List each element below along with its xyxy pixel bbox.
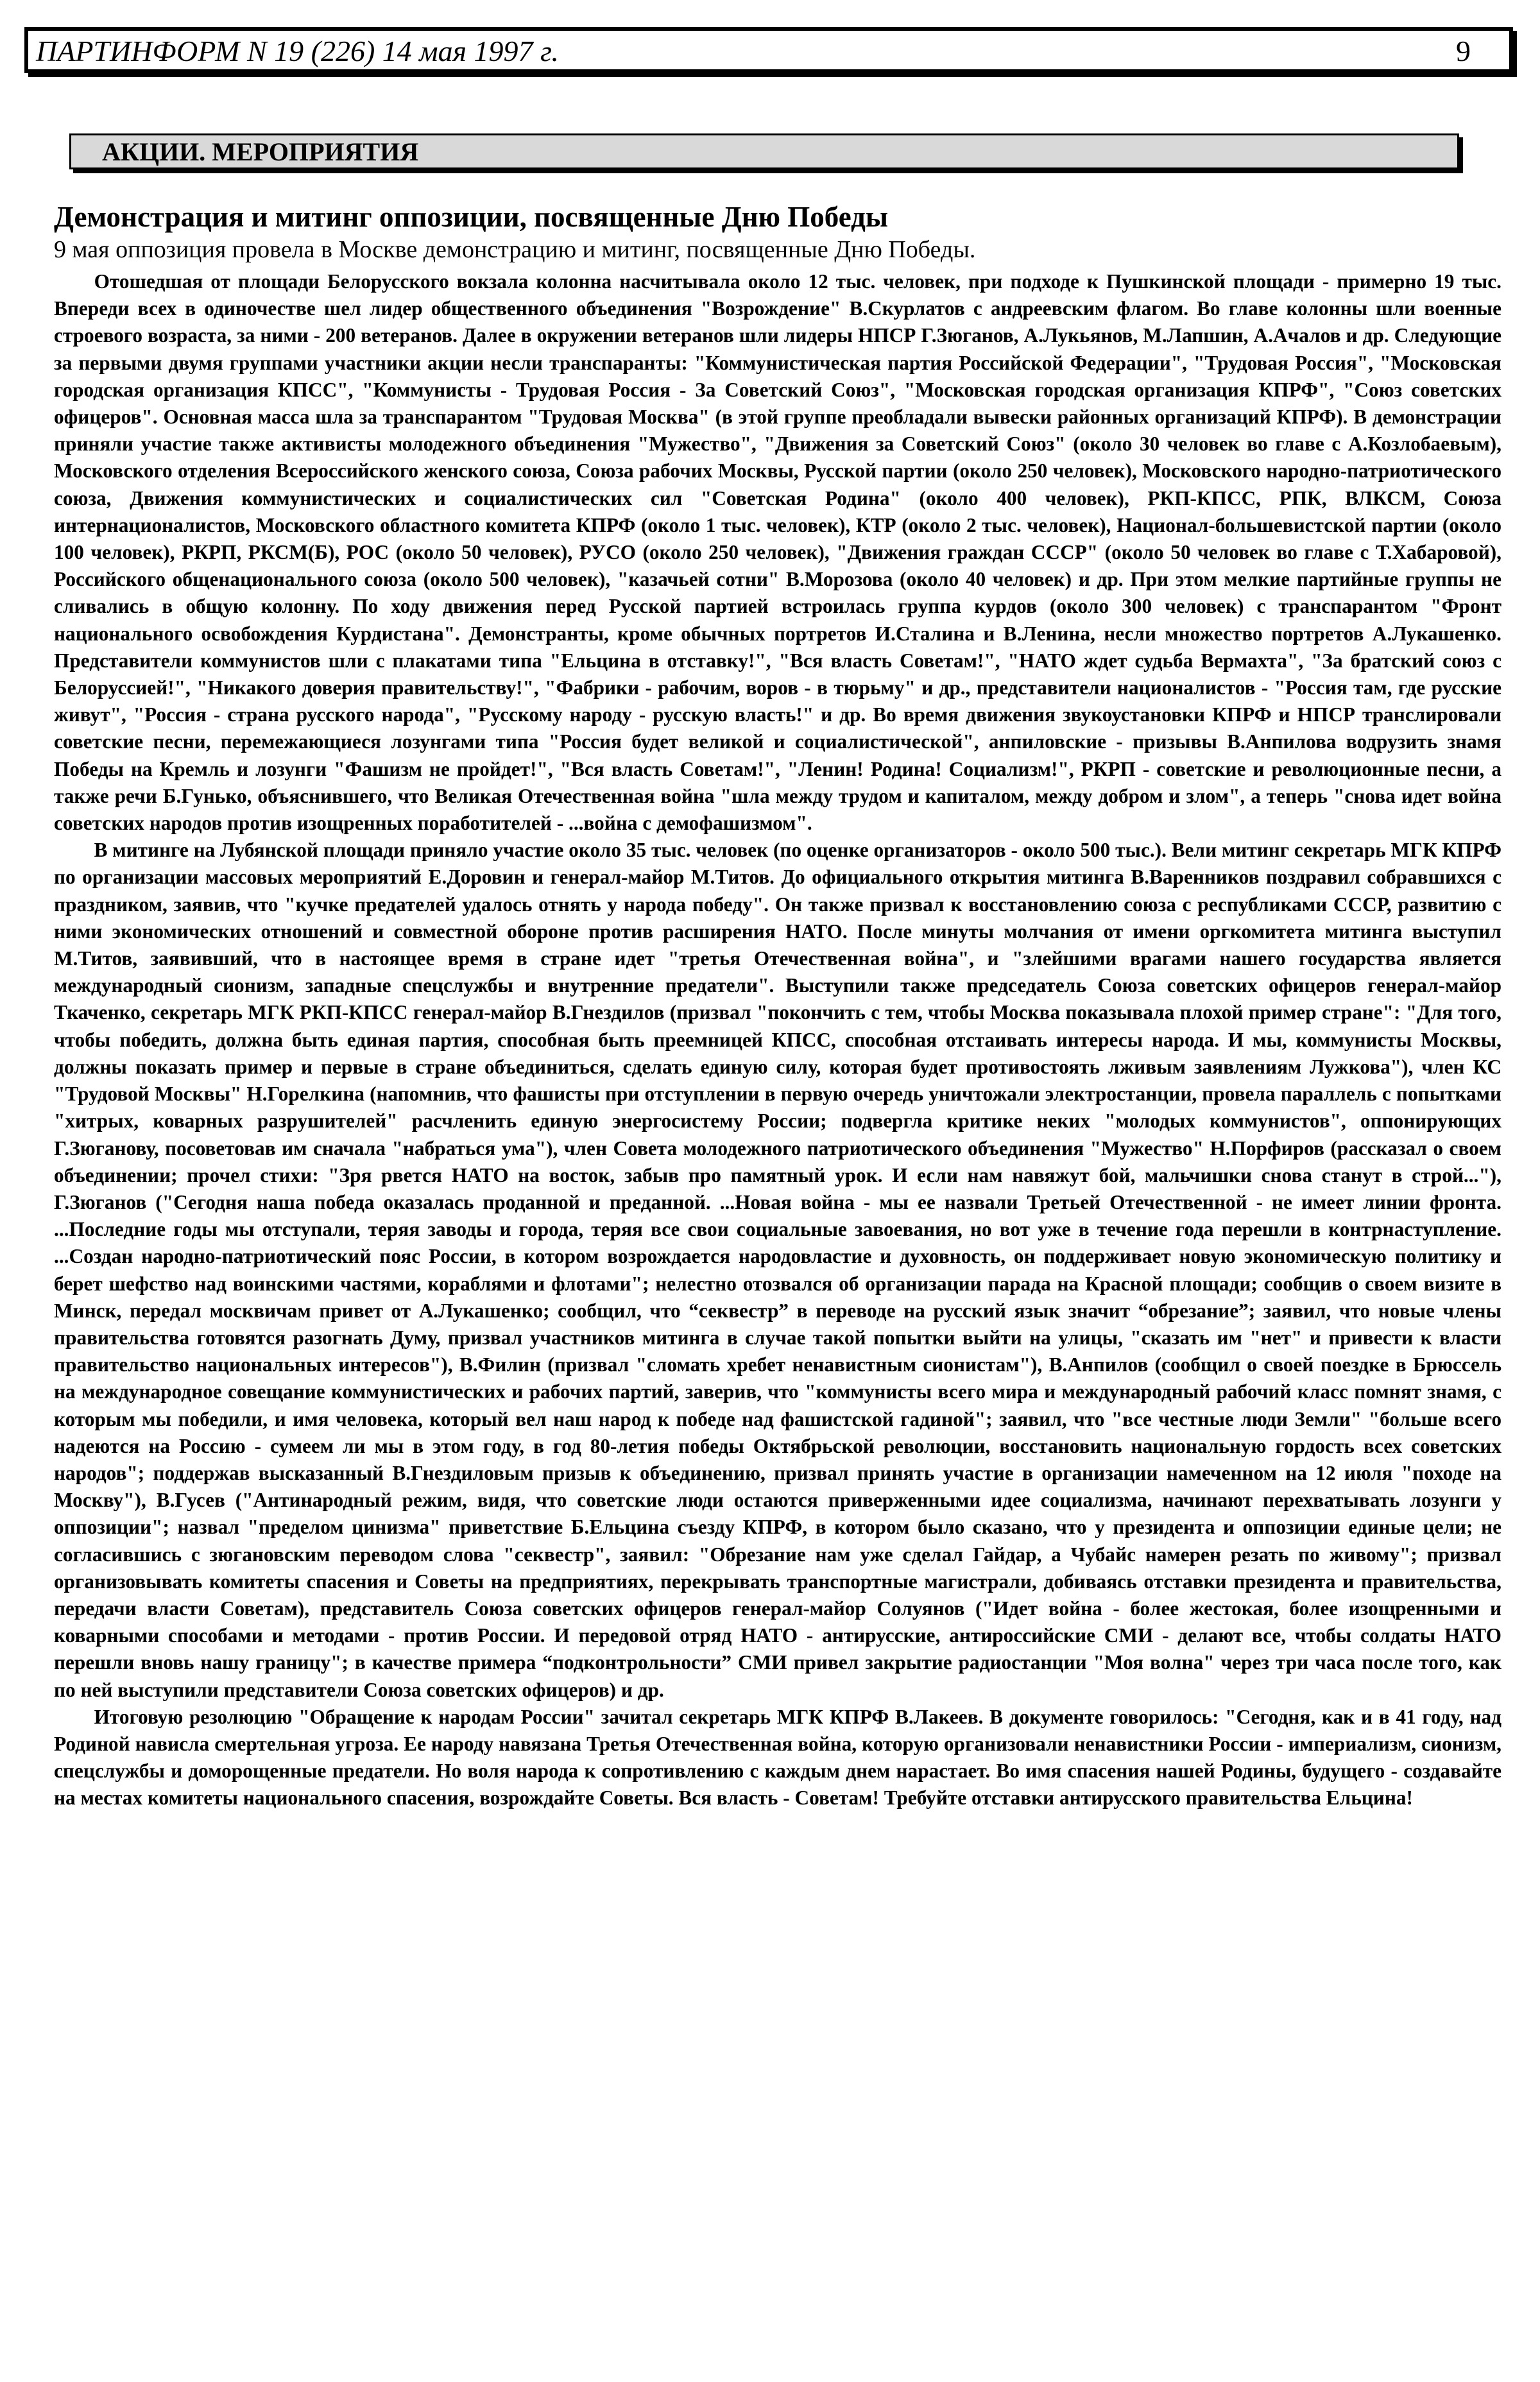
paragraph-demonstration: Отошедшая от площади Белорусского вокзала колонна насчитывала около 12 тыс. человек, при подходе к Пушкинской площади - примерно 19 тыс. Впереди всех в одиночестве шел лидер общественного объединения "Возрождение" В.Скурлатов с андреевским флагом. Во главе колонны шли военные строевого возраста, за ними - 200 ветеранов. Далее в окружении ветеранов шли лидеры НПСР Г.Зюганов, А.Лукьянов, М.Лапшин, А.Ачалов и др. Следующие за первыми двумя группами участники акции несли транспаранты: "Коммунистическая партия Российской Федерации", "Трудовая Россия", "Московская городская организация КПСС", "Коммунисты - Трудовая Россия - За Советский Союз", "Московская городская организация КПРФ", "Союз советских офицеров". Основная масса шла за транспарантом "Трудовая Москва" (в этой группе преобладали вывески районных организаций КПРФ). В демонстрации приняли участие также активисты молодежного объединения "Мужество", "Движения за Советский Союз" (около 30 человек во главе с А.Козлобаевым), Московского отделения Всероссийского женского союза, Союза рабочих Москвы, Русской партии (около 250 человек), Московского народно-патриотического союза, Движения коммунистических и социалистических сил "Советская Родина" (около 400 человек), РКП-КПСС, РПК, ВЛКСМ, Союза интернационалистов, Московского областного комитета КПРФ (около 1 тыс. человек), КТР (около 2 тыс. человек), Национал-большевистской партии (около 100 человек), РКРП, РКСМ(Б), РОС (около 50 человек), РУСО (около 250 человек), "Движения граждан СССР" (около 50 человек во главе с Т.Хабаровой), Российского общенационального союза (около 500 человек), "казачьей сотни" В.Морозова (около 40 человек) и др. При этом мелкие партийные группы не сливались в общую колонну. По ходу движения перед Русской партией встроилась группа курдов (около 300 человек) с транспарантом "Фронт национального освобождения Курдистана". Демонстранты, кроме обычных портретов И.Сталина и В.Ленина, несли множество портретов А.Лукашенко. Представители коммунистов шли с плакатами типа "Ельцина в отставку!", "Вся власть Советам!", "НАТО ждет судьба Вермахта", "За братский союз с Белоруссией!", "Никакого доверия правительству!", "Фабрики - рабочим, воров - в тюрьму" и др., представители националистов - "Россия там, где русские живут", "Россия - страна русского народа", "Русскому народу - русскую власть!" и др. Во время движения звукоустановки КПРФ и НПСР транслировали советские песни, перемежающиеся лозунгами типа "Россия будет великой и социалистической", анпиловские - призывы В.Анпилова водрузить знамя Победы на Кремль и лозунги "Фашизм не пройдет!", "Вся власть Советам!", "Ленин! Родина! Социализм!", РКРП - советские и революционные песни, а также речи Б.Гунько, объяснившего, что Великая Отечественная война "шла между трудом и капиталом, между добром и злом", а теперь "снова идет война советских народов против изощренных поработителей - ...война с демофашизмом". [54,270,1502,835]
paragraph-resolution: Итоговую резолюцию "Обращение к народам России" зачитал секретарь МГК КПРФ В.Лакеев. В документе говорилось: "Сегодня, как и в 41 году, над Родиной нависла смертельная угроза. Ее народу навязана Третья Отечественная война, которую организовали ненавистники России - империализм, сионизм, спецслужбы и доморощенные предатели. Но воля народа к сопротивлению с каждым днем нарастает. Во имя спасения нашей Родины, будущего - создавайте на местах комитеты национального спасения, возрождайте Советы. Вся власть - Советам! Требуйте отставки антирусского правительства Ельцина! [54,1705,1502,1810]
page-header [24,27,1513,73]
page-number: 9 [1456,35,1471,67]
article [54,200,1502,1812]
paragraph-rally: В митинге на Лубянской площади приняло участие около 35 тыс. человек (по оценке организаторов - около 500 тыс.). Вели митинг секретарь МГК КПРФ по организации массовых мероприятий Е.Доровин и генерал-майор М.Титов. До официального открытия митинга В.Варенников поздравил собравшихся с праздником, заявив, что "кучке предателей удалось отнять у народа победу". Он также призвал к восстановлению союза с республиками СССР, развитию с ними экономических отношений и совместной обороне против расширения НАТО. После минуты молчания от имени оргкомитета митинга выступил М.Титов, заявивший, что в настоящее время в стране идет "третья Отечественная война", и "злейшими врагами нашего государства является международный сионизм, западные спецслужбы и внутренние предатели". Выступили также председатель Союза советских офицеров генерал-майор Ткаченко, секретарь МГК РКП-КПСС генерал-майор В.Гнездилов (призвал "покончить с тем, чтобы Москва показывала плохой пример стране": "Для того, чтобы победить, должна быть единая партия, способная быть преемницей КПСС, способная отстаивать интересы народа. И мы, коммунисты Москвы, должны показать пример и первые в стране объединиться, сделать единую силу, которая будет противостоять лживым заявлениям Лужкова"), член КС "Трудовой Москвы" Н.Горелкина (напомнив, что фашисты при отступлении в первую очередь уничтожали электростанции, провела параллель с попытками "хитрых, коварных разрушителей" расчленить единую энергосистему России; подвергла критике неких "молодых коммунистов", оппонирующих Г.Зюганову, посоветовав им сначала "набраться ума"), член Совета молодежного патриотического объединения "Мужество" Н.Порфиров (рассказал о своем объединении; прочел стихи: "Зря рвется НАТО на восток, забыв про памятный урок. И если нам навяжут бой, мальчишки снова станут в строй..."), Г.Зюганов ("Сегодня наша победа оказалась проданной и преданной. ...Новая война - мы ее назвали Третьей Отечественной - не имеет линии фронта. ...Последние годы мы отступали, теряя заводы и города, теряя все свои социальные завоевания, но вот уже в течение года перешли в контрнаступление. ...Создан народно-патриотический пояс России, в котором возрождается народовластие и духовность, он поддерживает новую экономическую политику и берет шефство над воинскими частями, кораблями и флотами"; нелестно отозвался об организации парада на Красной площади; сообщив о своем визите в Минск, передал москвичам привет от А.Лукашенко; сообщил, что “секвестр” в переводе на русский язык значит “обрезание”; заявил, что новые члены правительства готовятся разогнать Думу, призвал участников митинга в случае такой попытки выйти на улицы, "сказать им "нет" и привести к власти правительство национальных интересов"), В.Филин (призвал "сломать хребет ненавистным сионистам"), В.Анпилов (сообщил о своей поездке в Брюссель на международное совещание коммунистических и рабочих партий, заверив, что "коммунисты всего мира и международный рабочий класс помнят знамя, с которым мы победили, и имя человека, который вел наш народ к победе над фашистской гадиной"; заявил, что "все честные люди Земли" "больше всего надеются на Россию - сумеем ли мы в этом году, в год 80-летия победы Октябрьской революции, восстановить национальную гордость всех советских народов"; поддержав высказанный В.Гнездиловым призыв к объединению, призвал принять участие в организации намеченном на 12 июля "походе на Москву"), В.Гусев ("Антинародный режим, видя, что советские люди остаются приверженными идее социализма, начинают перехватывать лозунги у оппозиции"; назвал "пределом цинизма" приветствие Б.Ельцина съезду КПРФ, в котором было сказано, что у президента и оппозиции единые цели; не согласившись с зюгановским переводом слова "секвестр", заявил: "Обрезание нам уже сделал Гайдар, а Чубайс намерен резать по живому"; призвал организовывать комитеты спасения и Советы на предприятиях, перекрывать транспортные магистрали, добиваясь отставки президента и правительства, передачи власти Советам), представитель Союза советских офицеров генерал-майор Солуянов ("Идет война - более жестокая, более изощренными и коварными способами и методами - против России. И передовой отряд НАТО - антирусские, антироссийские СМИ - делают все, чтобы солдаты НАТО перешли вновь нашу границу"; в качестве примера “подконтрольности” СМИ привел закрытие радиостанции "Моя волна" через три часа после того, как по ней выступили представители Союза советских офицеров) и др. [54,839,1502,1701]
section-rubric [69,133,1459,169]
publication-title: ПАРТИНФОРМ N 19 (226) 14 мая 1997 г. [36,35,559,67]
article-lead: 9 мая оппозиция провела в Москве демонстрацию и митинг, посвященные Дню Победы. [54,236,976,263]
rubric-title: АКЦИИ. МЕРОПРИЯТИЯ [102,137,419,166]
article-title: Демонстрация и митинг оппозиции, посвященные Дню Победы [54,201,888,233]
